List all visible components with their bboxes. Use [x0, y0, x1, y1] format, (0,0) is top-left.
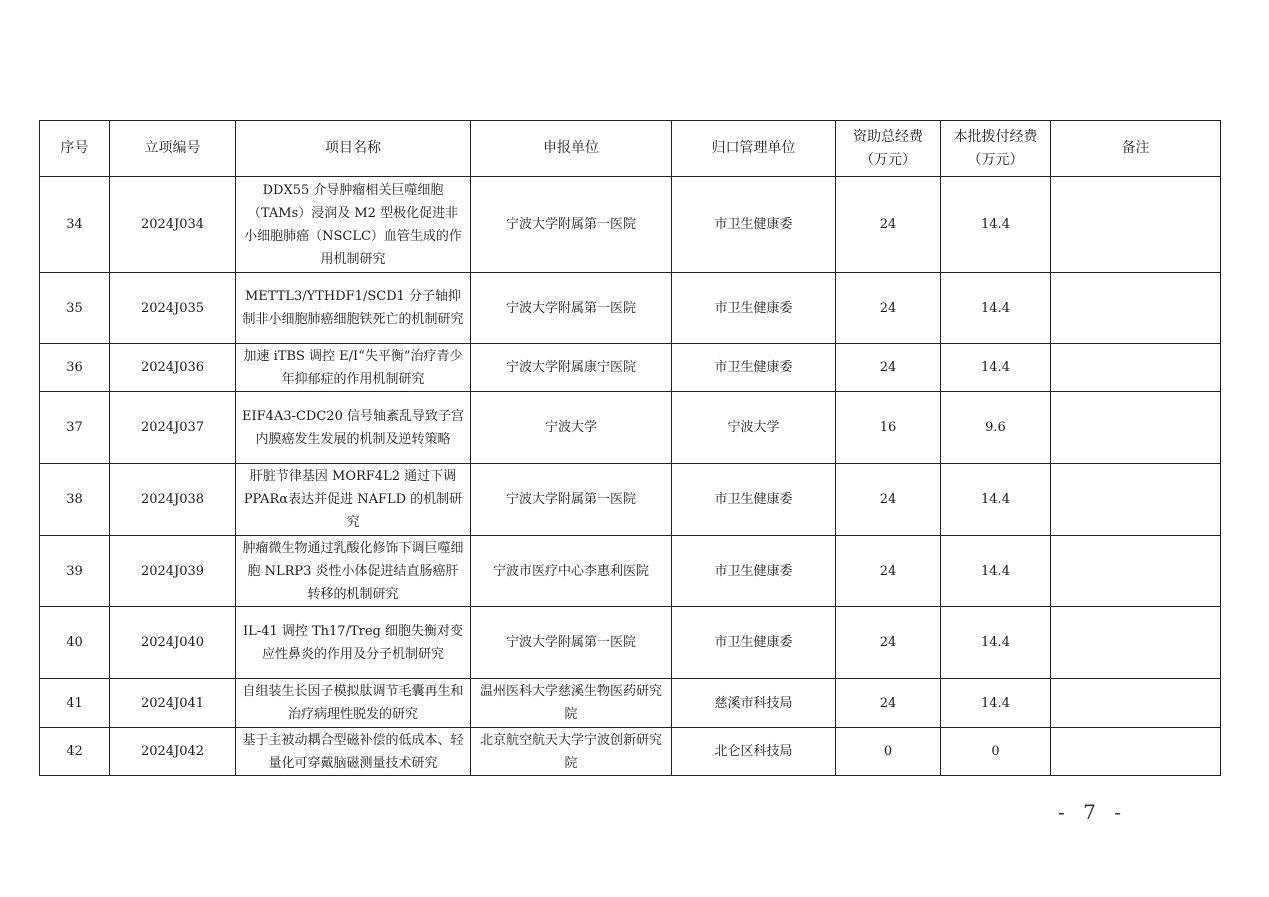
header-project-id: 立项编号	[110, 121, 236, 177]
table-row	[40, 273, 1221, 344]
cell-applicant-unit: 宁波市医疗中心李惠利医院	[471, 536, 672, 607]
cell-applicant-unit: 宁波大学	[471, 392, 672, 464]
cell-applicant-unit: 北京航空航天大学宁波创新研究院	[471, 728, 672, 776]
table-row	[40, 728, 1221, 776]
cell-batch-funding: 14.4	[941, 464, 1051, 536]
funding-table	[39, 120, 1221, 776]
cell-applicant-unit: 宁波大学附属康宁医院	[471, 344, 672, 392]
cell-managing-unit: 市卫生健康委	[672, 464, 836, 536]
cell-project-id: 2024J039	[110, 536, 236, 607]
cell-index: 35	[40, 273, 110, 344]
header-batch-funding	[941, 121, 1051, 177]
cell-project-id: 2024J038	[110, 464, 236, 536]
cell-project-id: 2024J042	[110, 728, 236, 776]
cell-batch-funding: 14.4	[941, 177, 1051, 273]
cell-remarks	[1051, 536, 1221, 607]
table-row	[40, 536, 1221, 607]
cell-managing-unit: 慈溪市科技局	[672, 679, 836, 728]
header-managing-unit: 归口管理单位	[672, 121, 836, 177]
cell-total-funding: 24	[836, 607, 941, 679]
cell-batch-funding: 14.4	[941, 273, 1051, 344]
header-applicant-unit: 申报单位	[471, 121, 672, 177]
table-row	[40, 344, 1221, 392]
cell-index: 37	[40, 392, 110, 464]
cell-index: 40	[40, 607, 110, 679]
header-index: 序号	[40, 121, 110, 177]
cell-batch-funding: 9.6	[941, 392, 1051, 464]
cell-project-id: 2024J035	[110, 273, 236, 344]
cell-total-funding: 24	[836, 536, 941, 607]
table-row	[40, 177, 1221, 273]
table-row	[40, 464, 1221, 536]
cell-project-name: 加速 iTBS 调控 E/I“失平衡”治疗青少年抑郁症的作用机制研究	[236, 344, 471, 392]
cell-batch-funding: 14.4	[941, 536, 1051, 607]
cell-total-funding: 24	[836, 679, 941, 728]
cell-remarks	[1051, 607, 1221, 679]
cell-remarks	[1051, 464, 1221, 536]
cell-project-name: IL-41 调控 Th17/Treg 细胞失衡对变应性鼻炎的作用及分子机制研究	[236, 607, 471, 679]
header-total-funding-line2: （万元）	[860, 151, 916, 168]
cell-total-funding: 16	[836, 392, 941, 464]
cell-index: 38	[40, 464, 110, 536]
cell-remarks	[1051, 392, 1221, 464]
cell-index: 39	[40, 536, 110, 607]
cell-remarks	[1051, 273, 1221, 344]
header-total-funding-line1: 资助总经费	[853, 128, 923, 145]
header-batch-funding-line1: 本批拨付经费	[953, 128, 1038, 145]
cell-managing-unit: 市卫生健康委	[672, 607, 836, 679]
table-row	[40, 679, 1221, 728]
cell-project-id: 2024J034	[110, 177, 236, 273]
header-batch-funding-line2: （万元）	[967, 151, 1024, 168]
table-row	[40, 392, 1221, 464]
cell-total-funding: 24	[836, 464, 941, 536]
cell-project-name: METTL3/YTHDF1/SCD1 分子轴抑制非小细胞肺癌细胞铁死亡的机制研究	[236, 273, 471, 344]
cell-applicant-unit: 宁波大学附属第一医院	[471, 464, 672, 536]
cell-remarks	[1051, 344, 1221, 392]
cell-batch-funding: 14.4	[941, 607, 1051, 679]
cell-managing-unit: 市卫生健康委	[672, 344, 836, 392]
cell-applicant-unit: 宁波大学附属第一医院	[471, 607, 672, 679]
cell-remarks	[1051, 177, 1221, 273]
cell-batch-funding: 14.4	[941, 679, 1051, 728]
cell-total-funding: 0	[836, 728, 941, 776]
cell-index: 34	[40, 177, 110, 273]
header-total-funding	[836, 121, 941, 177]
header-row	[40, 121, 1221, 177]
header-remarks: 备注	[1051, 121, 1221, 177]
table-row	[40, 607, 1221, 679]
cell-total-funding: 24	[836, 273, 941, 344]
cell-project-name: DDX55 介导肿瘤相关巨噬细胞（TAMs）浸润及 M2 型极化促进非小细胞肺癌（NSCLC）血管生成的作用机制研究	[236, 177, 471, 273]
cell-project-name: 肿瘤微生物通过乳酸化修饰下调巨噬细胞 NLRP3 炎性小体促进结直肠癌肝转移的机制研究	[236, 536, 471, 607]
cell-project-name: 自组装生长因子模拟肽调节毛囊再生和治疗病理性脱发的研究	[236, 679, 471, 728]
cell-managing-unit: 市卫生健康委	[672, 273, 836, 344]
cell-batch-funding: 14.4	[941, 344, 1051, 392]
cell-project-id: 2024J041	[110, 679, 236, 728]
page-number: - 7 -	[1058, 800, 1127, 824]
cell-index: 41	[40, 679, 110, 728]
cell-project-name: 基于主被动耦合型磁补偿的低成本、轻量化可穿戴脑磁测量技术研究	[236, 728, 471, 776]
cell-project-name: EIF4A3-CDC20 信号轴紊乱导致子宫内膜癌发生发展的机制及逆转策略	[236, 392, 471, 464]
cell-managing-unit: 市卫生健康委	[672, 177, 836, 273]
cell-index: 36	[40, 344, 110, 392]
cell-project-name: 肝脏节律基因 MORF4L2 通过下调 PPARα表达并促进 NAFLD 的机制研究	[236, 464, 471, 536]
cell-applicant-unit: 宁波大学附属第一医院	[471, 273, 672, 344]
cell-remarks	[1051, 728, 1221, 776]
cell-total-funding: 24	[836, 177, 941, 273]
cell-project-id: 2024J040	[110, 607, 236, 679]
cell-managing-unit: 宁波大学	[672, 392, 836, 464]
cell-index: 42	[40, 728, 110, 776]
cell-total-funding: 24	[836, 344, 941, 392]
header-project-name: 项目名称	[236, 121, 471, 177]
cell-batch-funding: 0	[941, 728, 1051, 776]
cell-project-id: 2024J037	[110, 392, 236, 464]
cell-project-id: 2024J036	[110, 344, 236, 392]
cell-applicant-unit: 宁波大学附属第一医院	[471, 177, 672, 273]
cell-applicant-unit: 温州医科大学慈溪生物医药研究院	[471, 679, 672, 728]
cell-managing-unit: 北仑区科技局	[672, 728, 836, 776]
cell-managing-unit: 市卫生健康委	[672, 536, 836, 607]
cell-remarks	[1051, 679, 1221, 728]
